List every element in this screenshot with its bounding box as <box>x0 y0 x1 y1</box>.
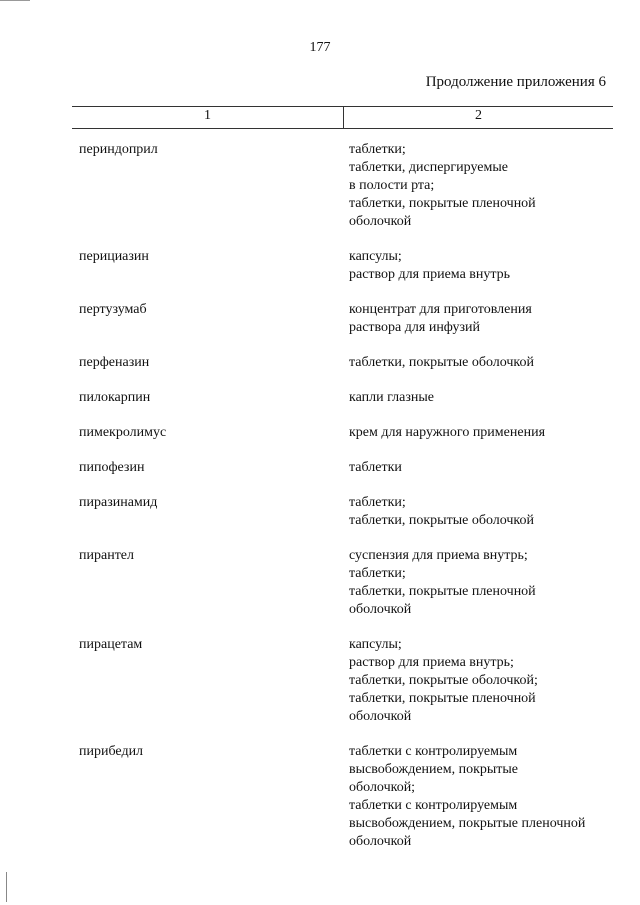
drug-name: пипофезин <box>79 460 145 475</box>
dosage-form-line: таблетки, покрытые оболочкой <box>349 513 535 528</box>
continuation-header: Продолжение приложения 6 <box>425 74 606 90</box>
table-row <box>79 424 613 442</box>
column-header-1: 1 <box>204 108 211 123</box>
dosage-form-line: таблетки, покрытые пленочной <box>349 691 536 706</box>
dosage-form-line: таблетки с контролируемым <box>349 798 518 813</box>
drug-name: перфеназин <box>79 355 150 370</box>
dosage-form-line: в полости рта; <box>349 178 435 193</box>
dosage-forms <box>349 141 613 231</box>
dosage-form-line: таблетки, диспергируемые <box>349 160 508 175</box>
table-row <box>79 459 613 477</box>
dosage-form-line: оболочкой; <box>349 780 416 795</box>
dosage-form-line: высвобождением, покрытые пленочной <box>349 816 586 831</box>
drug-name: пертузумаб <box>79 302 147 317</box>
drug-name: пимекролимус <box>79 425 167 440</box>
margin-mark <box>6 872 7 902</box>
dosage-forms <box>349 494 613 530</box>
column-header-2: 2 <box>475 108 482 123</box>
dosage-form-line: капсулы; <box>349 637 402 652</box>
drug-name: пирацетам <box>79 637 143 652</box>
dosage-form-line: таблетки; <box>349 142 406 157</box>
dosage-form-line: таблетки; <box>349 566 406 581</box>
table-row <box>79 547 613 619</box>
dosage-form-line: оболочкой <box>349 214 412 229</box>
drug-name: периндоприл <box>79 142 158 157</box>
dosage-form-line: суспензия для приема внутрь; <box>349 548 528 563</box>
dosage-forms <box>349 459 613 477</box>
dosage-form-line: крем для наружного применения <box>349 425 546 440</box>
table-row <box>79 494 613 530</box>
drug-name: пилокарпин <box>79 390 151 405</box>
dosage-form-line: таблетки; <box>349 495 406 510</box>
drug-name: пирибедил <box>79 744 144 759</box>
dosage-forms <box>349 743 613 851</box>
dosage-form-line: таблетки, покрытые оболочкой; <box>349 673 538 688</box>
table-body <box>79 141 613 868</box>
dosage-form-line: раствора для инфузий <box>349 320 481 335</box>
dosage-form-line: оболочкой <box>349 834 412 849</box>
dosage-forms <box>349 389 613 407</box>
dosage-forms <box>349 636 613 726</box>
dosage-forms <box>349 547 613 619</box>
table-row <box>79 354 613 372</box>
dosage-form-line: раствор для приема внутрь <box>349 267 511 282</box>
table-row <box>79 141 613 231</box>
dosage-form-line: таблетки, покрытые оболочкой <box>349 355 535 370</box>
dosage-forms <box>349 354 613 372</box>
dosage-form-line: концентрат для приготовления <box>349 302 532 317</box>
dosage-form-line: оболочкой <box>349 709 412 724</box>
dosage-form-line: капли глазные <box>349 390 434 405</box>
table-row <box>79 743 613 851</box>
dosage-form-line: таблетки, покрытые пленочной <box>349 584 536 599</box>
scan-edge-line <box>0 0 30 1</box>
dosage-form-line: капсулы; <box>349 249 402 264</box>
dosage-form-line: раствор для приема внутрь; <box>349 655 514 670</box>
dosage-form-line: таблетки, покрытые пленочной <box>349 196 536 211</box>
page-number: 177 <box>309 40 331 55</box>
dosage-form-line: таблетки с контролируемым <box>349 744 518 759</box>
table-row <box>79 636 613 726</box>
dosage-forms <box>349 301 613 337</box>
drug-name: пирантел <box>79 548 135 563</box>
dosage-form-line: таблетки <box>349 460 402 475</box>
dosage-forms <box>349 248 613 284</box>
drug-name: пиразинамид <box>79 495 158 510</box>
table-row <box>79 248 613 284</box>
dosage-form-line: оболочкой <box>349 602 412 617</box>
table-row <box>79 301 613 337</box>
table-row <box>79 389 613 407</box>
dosage-forms <box>349 424 613 442</box>
dosage-form-line: высвобождением, покрытые <box>349 762 519 777</box>
table-header-rule <box>72 128 613 129</box>
drug-name: перициазин <box>79 249 149 264</box>
